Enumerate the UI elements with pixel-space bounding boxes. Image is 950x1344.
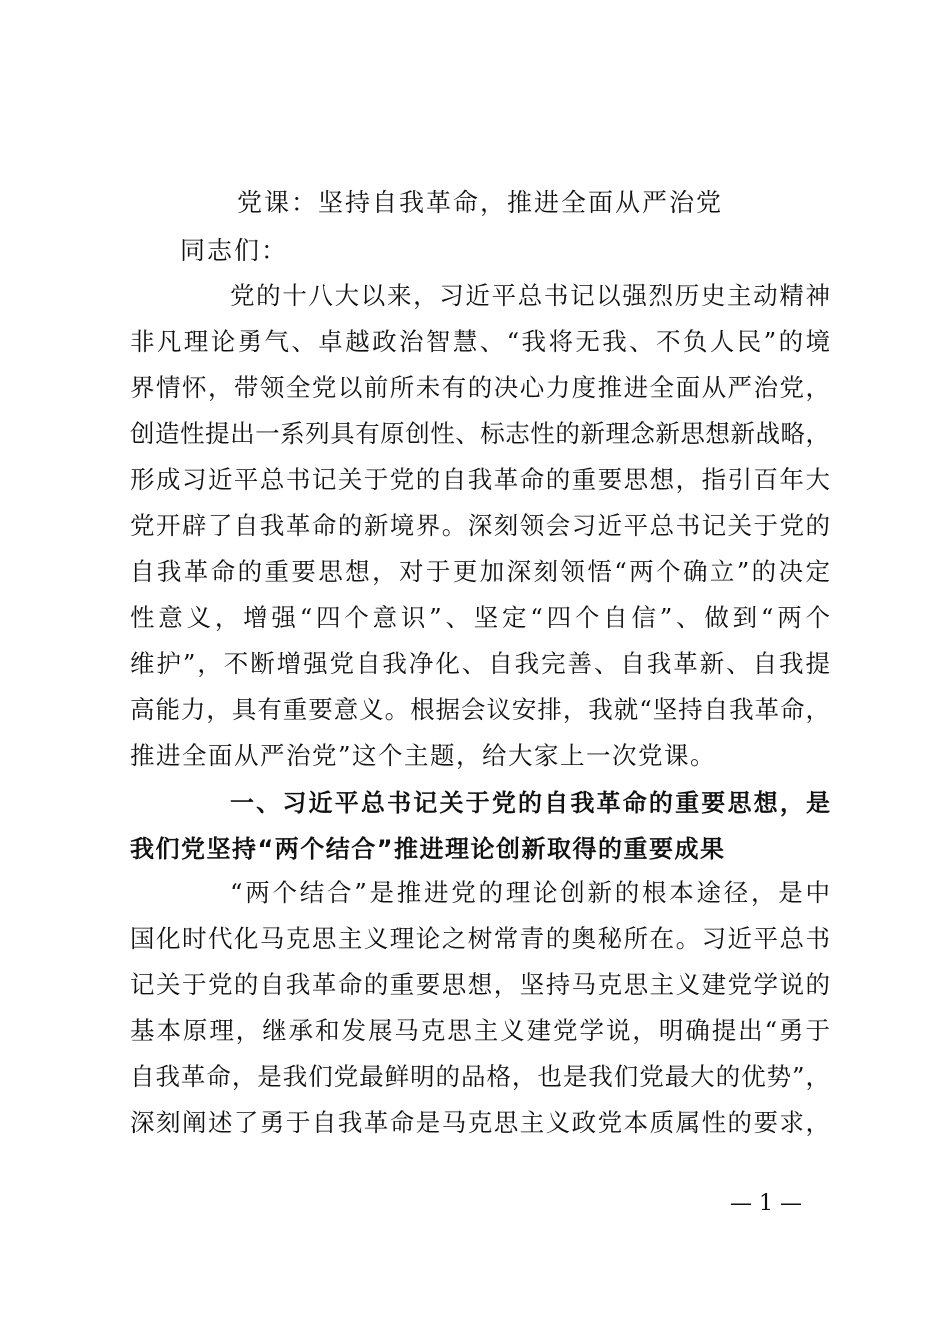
salutation: 同志们：	[180, 236, 289, 265]
paragraph-line: 维护”，不断增强党自我净化、自我完善、自我革新、自我提	[130, 649, 830, 678]
section-heading-1	[130, 780, 830, 872]
paragraph-line: 非凡理论勇气、卓越政治智慧、“我将无我、不负人民”的境	[130, 327, 830, 356]
paragraph-line: 自我革命的重要思想，对于更加深刻领悟“两个确立”的决定	[130, 557, 830, 586]
paragraph-line: 推进全面从严治党”这个主题，给大家上一次党课。	[130, 741, 717, 770]
paragraph-line: 深刻阐述了勇于自我革命是马克思主义政党本质属性的要求，	[130, 1108, 830, 1137]
paragraph-line: 高能力，具有重要意义。根据会议安排，我就“坚持自我革命，	[130, 695, 830, 724]
paragraph-intro	[130, 273, 830, 779]
paragraph-line: 创造性提出一系列具有原创性、标志性的新理念新思想新战略，	[130, 419, 830, 448]
paragraph-line: 基本原理，继承和发展马克思主义建党学说，明确提出“勇于	[130, 1016, 830, 1045]
paragraph-line: 党的十八大以来，习近平总书记以强烈历史主动精神	[230, 281, 830, 310]
paragraph-line: 形成习近平总书记关于党的自我革命的重要思想，指引百年大	[130, 465, 830, 494]
paragraph-line: 界情怀，带领全党以前所未有的决心力度推进全面从严治党，	[130, 373, 830, 402]
paragraph-section-1	[130, 870, 830, 1146]
paragraph-line: 性意义，增强“四个意识”、坚定“四个自信”、做到“两个	[130, 603, 830, 632]
document-title: 党课：坚持自我革命，推进全面从严治党	[236, 188, 723, 217]
page-number: — 1 —	[730, 1191, 802, 1216]
heading-line: 一、习近平总书记关于党的自我革命的重要思想，是	[230, 789, 830, 817]
paragraph-line: 记关于党的自我革命的重要思想，坚持马克思主义建党学说的	[130, 970, 830, 999]
paragraph-line: 党开辟了自我革命的新境界。深刻领会习近平总书记关于党的	[130, 511, 830, 540]
paragraph-line: 国化时代化马克思主义理论之树常青的奥秘所在。习近平总书	[130, 924, 830, 953]
paragraph-line: 自我革命，是我们党最鲜明的品格，也是我们党最大的优势”，	[130, 1062, 830, 1091]
paragraph-line: “两个结合”是推进党的理论创新的根本途径，是中	[230, 878, 830, 907]
heading-line: 我们党坚持“两个结合”推进理论创新取得的重要成果	[130, 835, 726, 863]
